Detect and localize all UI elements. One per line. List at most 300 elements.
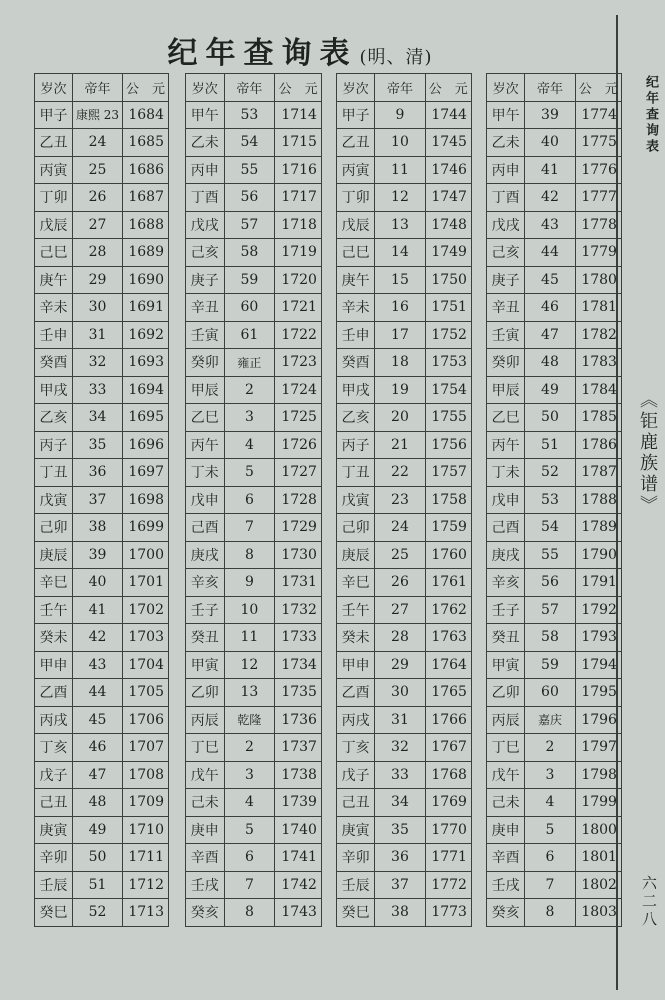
reign-year-number: 19 [391,381,409,398]
reign-era-name: 乾隆 [237,713,262,728]
reign-year-number: 46 [88,739,107,756]
table-row [337,706,472,734]
reign-year-number: 59 [541,656,559,673]
gregorian-year-cell: 1686 [123,156,169,184]
gregorian-year-cell: 1784 [575,376,621,404]
table-header-row [337,74,472,102]
reign-year-number: 40 [541,134,559,151]
table-row [487,486,622,514]
ganzhi-cell: 癸丑 [186,624,225,652]
reign-year-number: 15 [391,271,409,288]
table-row [487,596,622,624]
reign-year-number: 51 [88,876,107,893]
reign-year-number: 11 [240,629,259,646]
table-row [35,404,169,432]
table-row [487,431,622,459]
ganzhi-cell: 己丑 [337,789,375,817]
gregorian-year-cell: 1733 [275,624,322,652]
table-row [487,211,622,239]
gregorian-year-cell: 1707 [123,734,169,762]
ganzhi-cell: 辛亥 [487,569,525,597]
gregorian-year-cell: 1705 [123,679,169,707]
ganzhi-cell: 壬子 [186,596,225,624]
reign-year-cell [73,541,123,569]
reign-year-number: 55 [541,546,559,563]
table-row [487,706,622,734]
ganzhi-cell: 甲戌 [337,376,375,404]
ganzhi-cell: 庚辰 [337,541,375,569]
reign-year-cell [224,651,275,679]
reign-year-number: 41 [541,161,559,178]
table-row [337,101,472,129]
reign-year-number: 56 [541,574,559,591]
ganzhi-cell: 庚子 [186,266,225,294]
gregorian-year-cell: 1787 [575,459,621,487]
reign-year-cell [375,761,425,789]
reign-year-cell [73,211,123,239]
ganzhi-cell: 癸丑 [487,624,525,652]
ganzhi-cell: 丁未 [186,459,225,487]
gregorian-year-cell: 1698 [123,486,169,514]
reign-year-cell [224,321,275,349]
reign-year-cell [224,459,275,487]
reign-year-cell [224,184,275,212]
reign-year-number: 39 [88,546,107,563]
reign-year-cell [73,596,123,624]
reign-year-cell [73,156,123,184]
table-row [35,596,169,624]
reign-year-number: 8 [545,904,555,921]
table-row [35,321,169,349]
reign-year-number: 5 [244,821,254,838]
gregorian-year-cell: 1790 [575,541,621,569]
reign-year-cell [224,404,275,432]
ganzhi-cell: 甲申 [337,651,375,679]
ganzhi-cell: 庚子 [487,266,525,294]
table-row [35,679,169,707]
ganzhi-cell: 丁亥 [337,734,375,762]
ganzhi-cell: 己未 [487,789,525,817]
reign-year-number: 36 [88,464,107,481]
ganzhi-cell: 戊午 [186,761,225,789]
reign-year-number: 30 [391,684,409,701]
gregorian-year-cell: 1780 [575,266,621,294]
reign-year-cell [73,349,123,377]
table-row [487,239,622,267]
gregorian-year-cell: 1764 [425,651,471,679]
reign-year-number: 24 [88,134,107,151]
reign-year-number: 52 [88,904,107,921]
table-row [186,899,322,927]
reign-year-number: 6 [244,491,254,508]
ganzhi-cell: 壬戌 [186,871,225,899]
book-title: 《钜鹿族谱》 [637,390,658,516]
reign-year-number: 12 [391,189,409,206]
ganzhi-cell: 乙未 [487,129,525,157]
ganzhi-cell: 辛巳 [35,569,73,597]
table-row [186,459,322,487]
reign-year-number: 50 [541,409,559,426]
gregorian-year-cell: 1779 [575,239,621,267]
column-header: 岁次 [337,74,375,102]
table-row [186,679,322,707]
reign-year-cell [73,624,123,652]
reign-year-cell [73,789,123,817]
gregorian-year-cell: 1718 [275,211,322,239]
reign-year-cell [73,651,123,679]
ganzhi-cell: 庚申 [186,816,225,844]
table-row [337,844,472,872]
gregorian-year-cell: 1781 [575,294,621,322]
table-row [487,349,622,377]
reign-year-cell [73,101,123,129]
reign-year-number: 49 [88,821,107,838]
gregorian-year-cell: 1746 [425,156,471,184]
ganzhi-cell: 壬子 [487,596,525,624]
ganzhi-cell: 丁卯 [35,184,73,212]
reign-year-number: 18 [391,354,409,371]
reign-year-cell [224,844,275,872]
reign-year-cell [224,376,275,404]
ganzhi-cell: 己卯 [35,514,73,542]
gregorian-year-cell: 1722 [275,321,322,349]
table-row [186,816,322,844]
reign-year-cell [375,596,425,624]
gregorian-year-cell: 1694 [123,376,169,404]
table-row [337,376,472,404]
table-row [487,266,622,294]
reign-year-cell [375,789,425,817]
gregorian-year-cell: 1770 [425,816,471,844]
gregorian-year-cell: 1777 [575,184,621,212]
table-row [186,129,322,157]
table-row [35,101,169,129]
table-row [487,734,622,762]
reign-year-cell [375,211,425,239]
ganzhi-cell: 丙辰 [487,706,525,734]
ganzhi-cell: 丙申 [186,156,225,184]
table-row [487,789,622,817]
reign-year-number: 41 [88,601,107,618]
gregorian-year-cell: 1710 [123,816,169,844]
reign-year-cell [525,404,575,432]
reign-year-cell [525,156,575,184]
reign-year-number: 23 [391,491,409,508]
year-tables [34,73,618,944]
ganzhi-cell: 丁酉 [186,184,225,212]
reign-year-cell [224,734,275,762]
table-row [337,431,472,459]
reign-year-number: 58 [240,244,259,261]
gregorian-year-cell: 1747 [425,184,471,212]
table-row [186,569,322,597]
reign-year-cell [525,596,575,624]
ganzhi-cell: 癸亥 [487,899,525,927]
ganzhi-cell: 己丑 [35,789,73,817]
reign-year-number: 35 [391,821,409,838]
ganzhi-cell: 辛卯 [35,844,73,872]
ganzhi-cell: 辛丑 [186,294,225,322]
ganzhi-cell: 甲寅 [487,651,525,679]
ganzhi-cell: 丙戌 [337,706,375,734]
reign-year-cell [525,129,575,157]
column-header: 帝年 [73,74,123,102]
ganzhi-cell: 戊辰 [35,211,73,239]
gregorian-year-cell: 1688 [123,211,169,239]
table-row [337,294,472,322]
reign-year-cell [73,294,123,322]
reign-year-number: 2 [244,739,254,756]
reign-year-cell [525,101,575,129]
table-row [35,844,169,872]
ganzhi-cell: 壬午 [337,596,375,624]
reign-year-cell [375,679,425,707]
gregorian-year-cell: 1745 [425,129,471,157]
reign-year-cell [224,486,275,514]
column-header: 公 元 [575,74,621,102]
reign-year-cell [224,569,275,597]
table-row [337,211,472,239]
ganzhi-cell: 甲戌 [35,376,73,404]
ganzhi-cell: 乙巳 [487,404,525,432]
gregorian-year-cell: 1727 [275,459,322,487]
gregorian-year-cell: 1735 [275,679,322,707]
gregorian-year-cell: 1720 [275,266,322,294]
reign-year-number: 51 [541,436,559,453]
reign-year-number: 38 [88,519,107,536]
table-row [487,156,622,184]
gregorian-year-cell: 1782 [575,321,621,349]
ganzhi-cell: 乙亥 [337,404,375,432]
gregorian-year-cell: 1778 [575,211,621,239]
ganzhi-cell: 辛未 [337,294,375,322]
gregorian-year-cell: 1736 [275,706,322,734]
reign-year-number: 39 [541,106,559,123]
reign-year-number: 8 [244,546,254,563]
reign-year-number: 42 [541,189,559,206]
ganzhi-cell: 庚戌 [487,541,525,569]
reign-year-cell [525,376,575,404]
table-row [186,404,322,432]
reign-year-cell [525,761,575,789]
ganzhi-cell: 己酉 [487,514,525,542]
reign-year-cell [375,321,425,349]
reign-year-cell [73,706,123,734]
table-row [337,734,472,762]
reign-year-cell [525,844,575,872]
reign-year-cell [224,514,275,542]
reign-year-number: 52 [541,464,559,481]
reign-year-cell [224,101,275,129]
reign-year-number: 2 [244,381,254,398]
ganzhi-cell: 戊午 [487,761,525,789]
ganzhi-cell: 辛未 [35,294,73,322]
reign-year-number: 22 [391,464,409,481]
gregorian-year-cell: 1712 [123,871,169,899]
table-row [337,761,472,789]
reign-year-number: 4 [244,436,254,453]
ganzhi-cell: 癸酉 [337,349,375,377]
ganzhi-cell: 癸亥 [186,899,225,927]
gregorian-year-cell: 1715 [275,129,322,157]
table-row [35,651,169,679]
gregorian-year-cell: 1788 [575,486,621,514]
reign-year-cell [525,734,575,762]
table-row [186,294,322,322]
reign-year-number: 4 [545,794,555,811]
column-header: 帝年 [525,74,575,102]
reign-year-number: 21 [391,436,409,453]
ganzhi-cell: 乙丑 [35,129,73,157]
ganzhi-cell: 壬辰 [35,871,73,899]
ganzhi-cell: 庚寅 [35,816,73,844]
gregorian-year-cell: 1717 [275,184,322,212]
ganzhi-cell: 丙子 [35,431,73,459]
gregorian-year-cell: 1748 [425,211,471,239]
table-row [186,101,322,129]
reign-year-number: 37 [391,876,409,893]
table-row [35,541,169,569]
ganzhi-cell: 癸酉 [35,349,73,377]
gregorian-year-cell: 1714 [275,101,322,129]
reign-year-cell [73,184,123,212]
reign-year-number: 11 [391,161,409,178]
table-row [337,459,472,487]
table-row [35,129,169,157]
reign-year-number: 29 [391,656,409,673]
table-row [337,596,472,624]
ganzhi-cell: 戊申 [487,486,525,514]
reign-year-number: 56 [240,189,259,206]
reign-year-number: 7 [244,876,254,893]
gregorian-year-cell: 1721 [275,294,322,322]
reign-year-number: 4 [244,794,254,811]
gregorian-year-cell: 1801 [575,844,621,872]
table-row [35,789,169,817]
reign-year-number: 35 [88,436,107,453]
reign-year-cell [224,349,275,377]
reign-year-cell [375,899,425,927]
ganzhi-cell: 庚寅 [337,816,375,844]
table-row [186,789,322,817]
column-header: 帝年 [224,74,275,102]
reign-year-cell [525,184,575,212]
table-row [487,844,622,872]
ganzhi-cell: 戊辰 [337,211,375,239]
table-row [35,376,169,404]
ganzhi-cell: 癸未 [35,624,73,652]
gregorian-year-cell: 1793 [575,624,621,652]
gregorian-year-cell: 1711 [123,844,169,872]
reign-year-cell [224,706,275,734]
table-row [35,431,169,459]
table-row [337,486,472,514]
gregorian-year-cell: 1771 [425,844,471,872]
table-row [337,321,472,349]
reign-year-cell [73,266,123,294]
gregorian-year-cell: 1703 [123,624,169,652]
reign-year-number: 3 [244,766,254,783]
table-row [35,816,169,844]
ganzhi-cell: 丙申 [487,156,525,184]
gregorian-year-cell: 1792 [575,596,621,624]
gregorian-year-cell: 1723 [275,349,322,377]
gregorian-year-cell: 1692 [123,321,169,349]
reign-year-cell [224,129,275,157]
column-header: 帝年 [375,74,425,102]
reign-year-number: 30 [88,299,107,316]
gregorian-year-cell: 1757 [425,459,471,487]
reign-year-cell [525,266,575,294]
table-row [35,459,169,487]
reign-year-cell [224,211,275,239]
reign-year-number: 43 [88,656,107,673]
gregorian-year-cell: 1775 [575,129,621,157]
ganzhi-cell: 己巳 [337,239,375,267]
reign-year-number: 49 [541,381,559,398]
reign-year-cell [375,404,425,432]
gregorian-year-cell: 1739 [275,789,322,817]
reign-year-cell [224,761,275,789]
table-row [186,844,322,872]
ganzhi-cell: 壬寅 [487,321,525,349]
gregorian-year-cell: 1756 [425,431,471,459]
reign-year-number: 25 [88,161,107,178]
reign-year-number: 20 [391,409,409,426]
ganzhi-cell: 乙丑 [337,129,375,157]
reign-era-name: 雍正 [237,355,262,370]
gregorian-year-cell: 1795 [575,679,621,707]
reign-year-cell [224,871,275,899]
table-row [487,899,622,927]
reign-year-number: 37 [88,491,107,508]
ganzhi-cell: 丁丑 [337,459,375,487]
table-row [35,156,169,184]
reign-year-number: 31 [391,711,409,728]
gregorian-year-cell: 1693 [123,349,169,377]
reign-year-cell [525,431,575,459]
reign-year-number: 28 [88,244,107,261]
gregorian-year-cell: 1724 [275,376,322,404]
reign-year-cell [525,321,575,349]
table-row [186,624,322,652]
reign-year-number: 33 [391,766,409,783]
reign-year-number: 23 [103,108,120,123]
ganzhi-cell: 乙酉 [337,679,375,707]
ganzhi-cell: 壬寅 [186,321,225,349]
reign-year-cell [525,459,575,487]
reign-year-number: 5 [545,821,555,838]
gregorian-year-cell: 1799 [575,789,621,817]
reign-year-number: 24 [391,519,409,536]
gregorian-year-cell: 1768 [425,761,471,789]
reign-year-cell [375,734,425,762]
gregorian-year-cell: 1803 [575,899,621,927]
reign-year-cell [525,569,575,597]
reign-year-cell [73,321,123,349]
reign-year-number: 16 [391,299,409,316]
gregorian-year-cell: 1719 [275,239,322,267]
table-row [35,734,169,762]
gregorian-year-cell: 1741 [275,844,322,872]
table-row [186,239,322,267]
ganzhi-cell: 丁卯 [337,184,375,212]
table-row [186,349,322,377]
ganzhi-cell: 丙戌 [35,706,73,734]
ganzhi-cell: 己卯 [337,514,375,542]
reign-year-cell [73,486,123,514]
table-row [487,294,622,322]
